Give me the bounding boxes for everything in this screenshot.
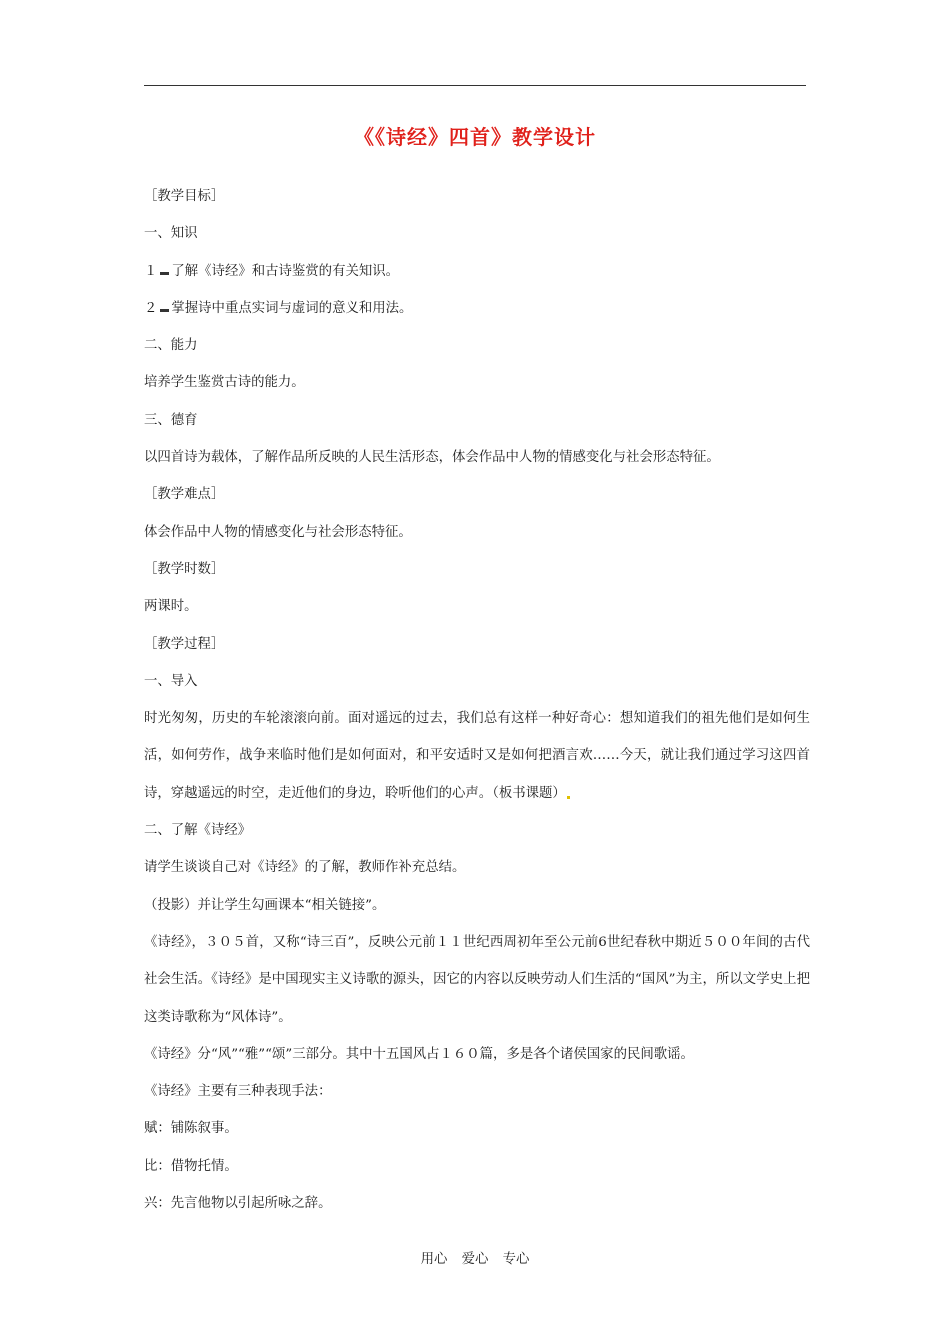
goal-header: ［教学目标］: [144, 189, 225, 204]
knowledge-item-1-text: 了解《诗经》和古诗鉴赏的有关知识。: [171, 263, 400, 279]
knowledge-item-2: [144, 290, 810, 327]
difficulty-text: 体会作品中人物的情感变化与社会形态特征。: [144, 524, 412, 540]
intro-text: 时光匆匆，历史的车轮滚滚向前。面对遥远的过去，我们总有这样一种好奇心：想知道我们的祖先他们是如何生活，如何劳作，战争来临时他们是如何面对，和平安适时又是如何把酒言欢……今天，就让我们通过学习这四首诗，穿越遥远的时空，走近他们的身边，聆听他们的心声。（板书课题）: [144, 711, 810, 801]
difficulty-header: ［教学难点］: [144, 487, 225, 503]
learn-text-5: 《诗经》主要有三种表现手法：: [144, 1084, 332, 1100]
ability-header-line: [144, 327, 810, 364]
knowledge-item-1-number: １: [144, 263, 158, 279]
document-body: [144, 178, 810, 1222]
moral-text: 以四首诗为载体，了解作品所反映的人民生活形态，体会作品中人物的情感变化与社会形态特征。: [144, 450, 720, 466]
learn-text-1: 请学生谈谈自己对《诗经》的了解，教师作补充总结。: [144, 860, 466, 876]
learn-header: 二、了解《诗经》: [144, 823, 252, 839]
yellow-mark: [567, 796, 570, 799]
intro-paragraph: [144, 700, 810, 812]
knowledge-item-2-number: ２: [144, 300, 158, 316]
learn-text-4: 《诗经》分“风”“雅”“颂”三部分。其中十五国风占１６０篇，多是各个诸侯国家的民间歌谣。: [144, 1046, 694, 1062]
header-rule: [144, 85, 806, 86]
document-title: 《《诗经》四首》教学设计: [354, 125, 596, 149]
ability-text: 培养学生鉴赏古诗的能力。: [144, 375, 305, 391]
page-footer: 用心 爱心 专心: [420, 1252, 530, 1267]
hours-header: ［教学时数］: [144, 561, 225, 577]
knowledge-header: 一、知识: [144, 226, 198, 242]
knowledge-item-2-text: 掌握诗中重点实词与虚词的意义和用法。: [171, 300, 413, 316]
process-header: ［教学过程］: [144, 636, 225, 652]
learn-text-2: （投影）并让学生勾画课本“相关链接”。: [144, 897, 386, 913]
intro-header: 一、导入: [144, 673, 198, 689]
learn-text-3: 《诗经》，３０５首，又称“诗三百”，反映公元前１１世纪西周初年至公元前6世纪春秋中期近５００年间的古代社会生活。《诗经》是中国现实主义诗歌的源头，因它的内容以反映劳动人们生活的“国风”为主，所以文学史上把这类诗歌称为“风体诗”。: [144, 934, 810, 1025]
technique-bi: 比：借物托情。: [144, 1158, 238, 1174]
moral-header: 三、德育: [144, 412, 198, 428]
technique-xing: 兴：先言他物以引起所咏之辞。: [144, 1196, 332, 1212]
list-marker: [160, 309, 169, 312]
hours-text: 两课时。: [144, 599, 198, 615]
list-marker: [160, 272, 169, 275]
ability-header: 二、能力: [144, 338, 198, 354]
technique-fu: 赋：铺陈叙事。: [144, 1121, 238, 1137]
knowledge-item-1: [144, 253, 810, 290]
